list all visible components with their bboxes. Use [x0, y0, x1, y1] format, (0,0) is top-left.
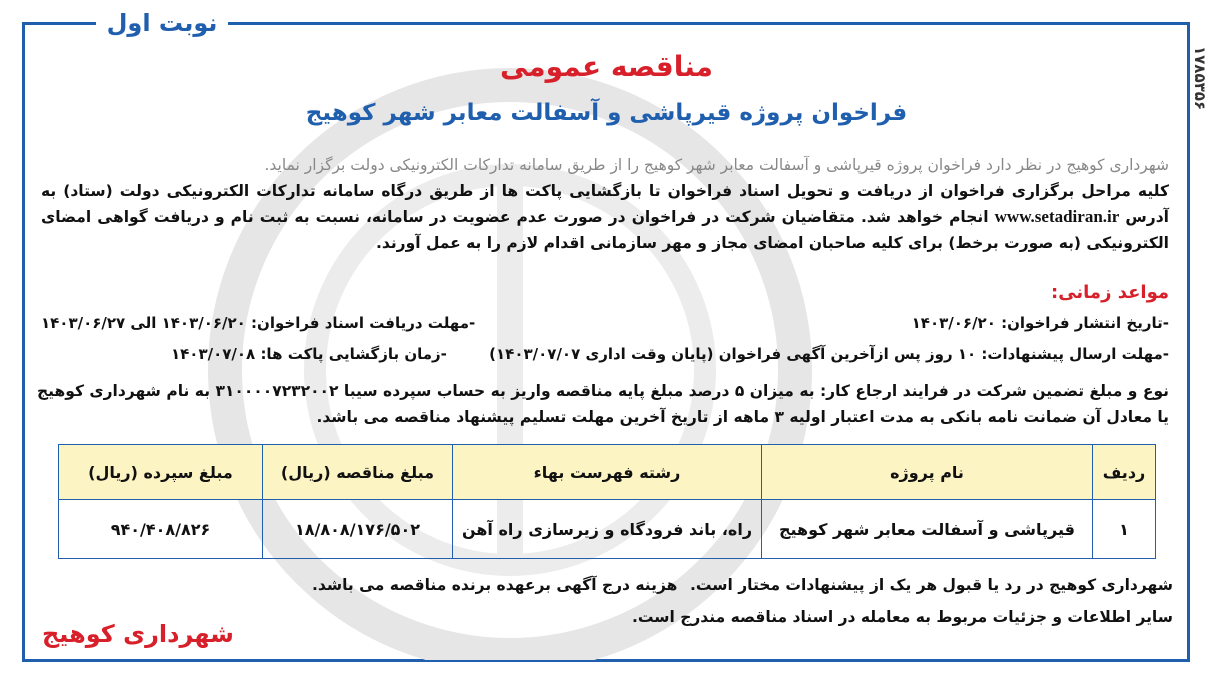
announcement-body — [41, 152, 1169, 256]
guarantee-text: نوع و مبلغ تضمین شرکت در فرایند ارجاع کار: به میزان ۵ درصد مبلغ پایه مناقصه واریز به حساب سپرده سیبا ۳۱۰۰۰۰۷۲۳۲۰۰۲ به نام شهرداری کوهیج یا معادل آن ضمانت نامه بانکی به مدت اعتبار اولیه ۳ ماهه از تاریخ آخرین مهلت تسلیم پیشنهاد مناقصه می باشد. — [37, 382, 1169, 426]
tender-table — [58, 444, 1156, 559]
intro-text: شهرداری کوهیج در نظر دارد فراخوان پروژه قیرپاشی و آسفالت معابر شهر کوهیج را از طریق سامانه تدارکات الکترونیکی دولت برگزار نماید. — [264, 156, 1169, 174]
opening-value: ۱۴۰۳/۰۷/۰۸ — [171, 345, 256, 363]
publish-date — [912, 314, 1169, 332]
cell-price-category: راه، باند فرودگاه و زیرسازی راه آهن — [453, 500, 762, 559]
footer-note-ad-cost: هزینه درج آگهی برعهده برنده مناقصه می باشد. — [312, 576, 678, 594]
table-header-row — [59, 445, 1156, 500]
publish-value: ۱۴۰۳/۰۶/۲۰ — [911, 314, 996, 332]
submit-value: ۱۰ روز پس ازآخرین آگهی فراخوان (پایان وقت اداری ۱۴۰۳/۰۷/۰۷) — [489, 345, 977, 363]
col-project-name: نام پروژه — [762, 445, 1093, 500]
setad-url-link[interactable]: www.setadiran.ir — [994, 207, 1120, 226]
footer-note-details: سایر اطلاعات و جزئیات مربوط به معامله در اسناد مناقصه مندرج است. — [631, 608, 1173, 626]
signature-municipality: شهرداری کوهیج — [42, 620, 234, 648]
receive-value: ۱۴۰۳/۰۶/۲۰ الی ۱۴۰۳/۰۶/۲۷ — [41, 314, 246, 332]
paragraph-end: انجام خواهد شد. متقاضیان شرکت در فراخوان در صورت عدم عضویت در سامانه، نسبت به ثبت نام و دریافت گواهی امضای الکترونیکی (به صورت برخط) برای کلیه صاحبان امضای مجاز و مهر سازمانی اقدام لازم را به عمل آورند. — [41, 208, 1169, 252]
col-tender-amount: مبلغ مناقصه (ریال) — [263, 445, 453, 500]
receive-docs-date — [41, 314, 475, 332]
footer-note-rejection: شهرداری کوهیج در رد یا قبول هر یک از پیشنهادات مختار است. — [689, 576, 1173, 594]
cell-deposit-amount: ۹۴۰/۴۰۸/۸۲۶ — [59, 500, 263, 559]
col-price-category: رشته فهرست بهاء — [453, 445, 762, 500]
col-row-number: ردیف — [1093, 445, 1156, 500]
page-subtitle: فراخوان پروژه قیرپاشی و آسفالت معابر شهر کوهیج — [305, 100, 908, 126]
submit-label: -مهلت ارسال پیشنهادات: — [981, 345, 1169, 363]
serial-number: ۱۷۸۵۳۵۶ — [1191, 46, 1209, 111]
opening-date — [171, 345, 447, 363]
cell-tender-amount: ۱۸/۸۰۸/۱۷۶/۵۰۲ — [263, 500, 453, 559]
opening-label: -زمان بازگشایی پاکت ها: — [260, 345, 447, 363]
round-label: نوبت اول — [96, 6, 228, 40]
publish-label: -تاریخ انتشار فراخوان: — [1001, 314, 1169, 332]
schedule-heading: مواعد زمانی: — [1051, 282, 1169, 303]
paragraph-start: کلیه مراحل برگزاری فراخوان از دریافت و تحویل اسناد فراخوان تا بازگشایی پاکت ها از طریق درگاه سامانه تدارکات الکترونیکی دولت (ستاد) به آدرس — [41, 182, 1169, 226]
cell-project-name: قیرپاشی و آسفالت معابر شهر کوهیج — [762, 500, 1093, 559]
receive-label: -مهلت دریافت اسناد فراخوان: — [251, 314, 476, 332]
col-deposit-amount: مبلغ سپرده (ریال) — [59, 445, 263, 500]
submit-deadline — [489, 345, 1169, 363]
table-row — [59, 500, 1156, 559]
cell-row-number: ۱ — [1093, 500, 1156, 559]
page-title: مناقصه عمومی — [499, 50, 714, 83]
